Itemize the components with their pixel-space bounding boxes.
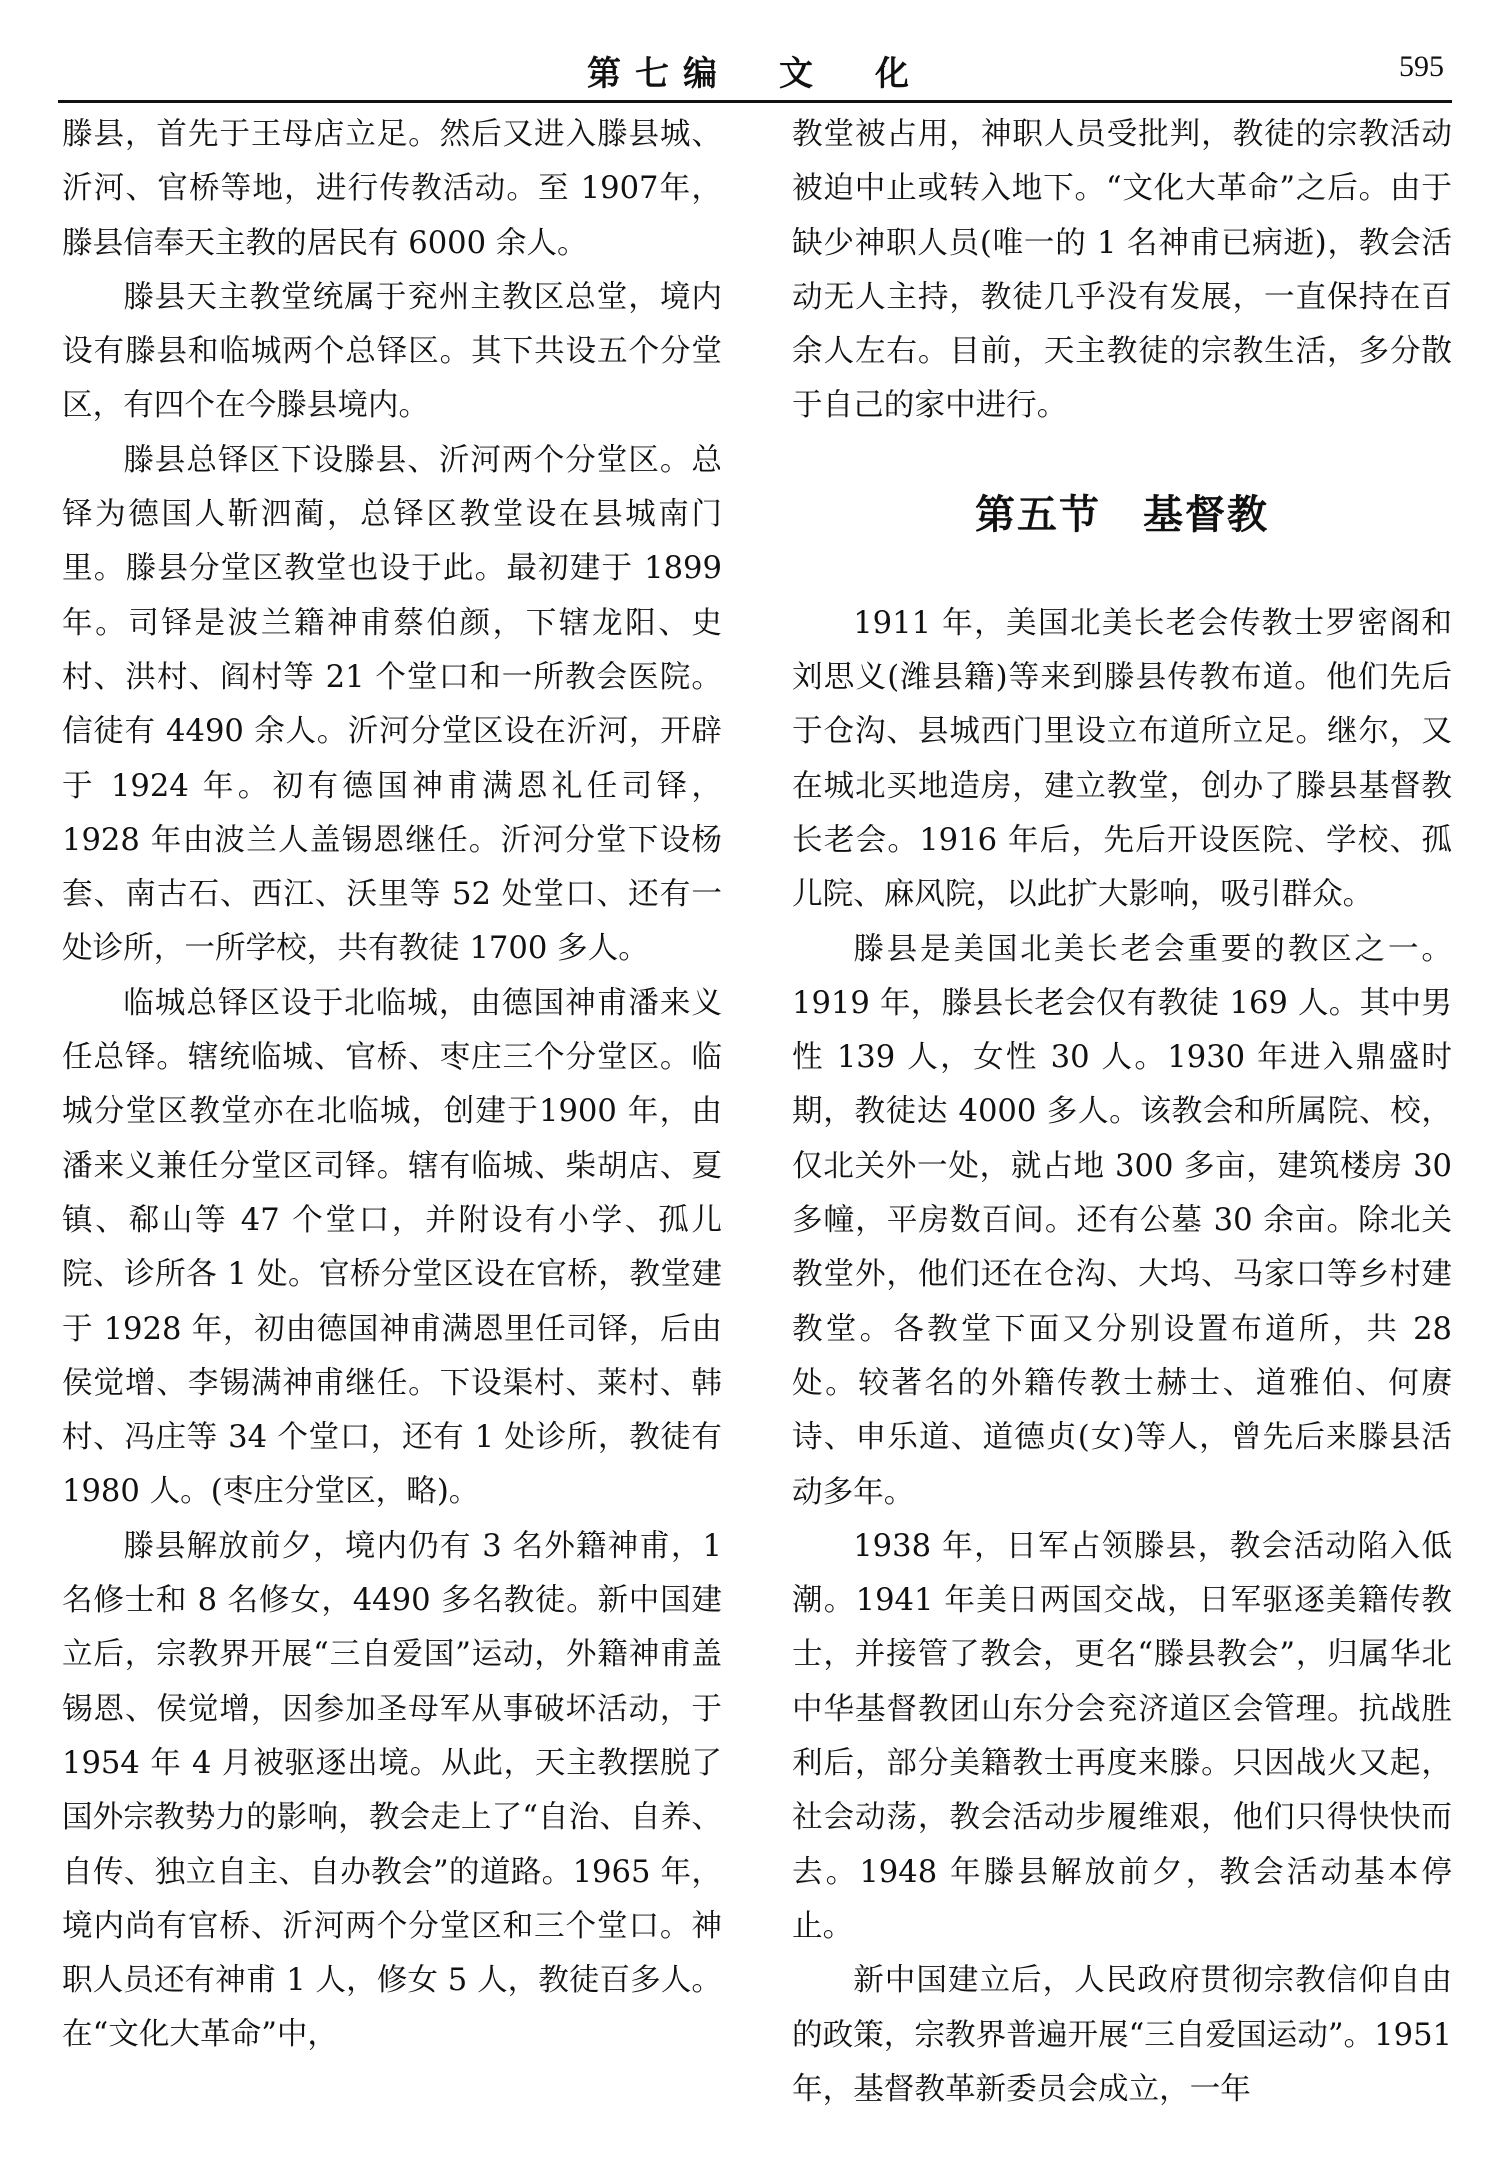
left-column <box>62 108 722 2063</box>
paragraph: 教堂被占用，神职人员受批判，教徒的宗教活动被迫中止或转入地下。“文化大革命”之后。由于缺少神职人员(唯一的 1 名神甫已病逝)，教会活动无人主持，教徒几乎没有发展，一直保持在百余人左右。目前，天主教徒的宗教生活，多分散于自己的家中进行。 <box>792 117 1452 424</box>
page-header <box>60 40 1450 98</box>
paragraph: 新中国建立后，人民政府贯彻宗教信仰自由的政策，宗教界普遍开展“三自爱国运动”。1951 年，基督教革新委员会成立，一年 <box>792 1963 1452 2107</box>
paragraph: 1938 年，日军占领滕县，教会活动陷入低潮。1941 年美日两国交战，日军驱逐美籍传教士，并接管了教会，更名“滕县教会”，归属华北中华基督教团山东分会兖济道区会管理。抗战胜利后，部分美籍教士再度来滕。只因战火又起，社会动荡，教会活动步履维艰，他们只得快快而去。1948 年滕县解放前夕，教会活动基本停止。 <box>792 1528 1452 1944</box>
section-heading: 第五节 基督教 <box>975 491 1269 538</box>
paragraph: 滕县是美国北美长老会重要的教区之一。1919 年，滕县长老会仅有教徒 169 人。其中男性 139 人，女性 30 人。1930 年进入鼎盛时期，教徒达 4000 多人。该教会和所属院、校，仅北关外一处，就占地 300 多亩，建筑楼房 30 多幢，平房数百间。还有公墓 30 余亩。除北关教堂外，他们还在仓沟、大坞、马家口等乡村建教堂。各教堂下面又分别设置布道所，共 28 处。较著名的外籍传教士赫士、道雅伯、何赓诗、申乐道、道德贞(女)等人，曾先后来滕县活动多年。 <box>792 931 1452 1510</box>
paragraph: 滕县天主教堂统属于兖州主教区总堂，境内设有滕县和临城两个总铎区。其下共设五个分堂区，有四个在今滕县境内。 <box>62 279 722 424</box>
paragraph: 滕县总铎区下设滕县、沂河两个分堂区。总铎为德国人靳泗蔺，总铎区教堂设在县城南门里。滕县分堂区教堂也设于此。最初建于 1899 年。司铎是波兰籍神甫蔡伯颜，下辖龙阳、史村、洪村、阎村等 21 个堂口和一所教会医院。信徒有 4490 余人。沂河分堂区设在沂河，开辟于 1924 年。初有德国神甫满恩礼任司铎，1928 年由波兰人盖锡恩继任。沂河分堂下设杨套、南古石、西江、沃里等 52 处堂口、还有一处诊所，一所学校，共有教徒 1700 多人。 <box>62 442 722 967</box>
right-column <box>792 108 1452 2117</box>
page-number: 595 <box>1399 50 1444 83</box>
paragraph: 滕县，首先于王母店立足。然后又进入滕县城、沂河、官桥等地，进行传教活动。至 1907年，滕县信奉天主教的居民有 6000 余人。 <box>62 117 722 261</box>
paragraph: 1911 年，美国北美长老会传教士罗密阁和刘思义(潍县籍)等来到滕县传教布道。他们先后于仓沟、县城西门里设立布道所立足。继尔，又在城北买地造房，建立教堂，创办了滕县基督教长老会。1916 年后，先后开设医院、学校、孤儿院、麻风院，以此扩大影响，吸引群众。 <box>792 605 1452 913</box>
paragraph: 滕县解放前夕，境内仍有 3 名外籍神甫，1 名修士和 8 名修女，4490 多名教徒。新中国建立后，宗教界开展“三自爱国”运动，外籍神甫盖锡恩、侯觉增，因参加圣母军从事破坏活动，于 1954 年 4 月被驱逐出境。从此，天主教摆脱了国外宗教势力的影响，教会走上了“自治、自养、自传、独立自主、自办教会”的道路。1965 年，境内尚有官桥、沂河两个分堂区和三个堂口。神职人员还有神甫 1 人，修女 5 人，教徒百多人。在“文化大革命”中， <box>62 1528 722 2053</box>
paragraph: 临城总铎区设于北临城，由德国神甫潘来义任总铎。辖统临城、官桥、枣庄三个分堂区。临城分堂区教堂亦在北临城，创建于1900 年，由潘来义兼任分堂区司铎。辖有临城、柴胡店、夏镇、郗山等 47 个堂口，并附设有小学、孤儿院、诊所各 1 处。官桥分堂区设在官桥，教堂建于 1928 年，初由德国神甫满恩里任司铎，后由侯觉增、李锡满神甫继任。下设渠村、莱村、韩村、冯庄等 34 个堂口，还有 1 处诊所，教徒有 1980 人。(枣庄分堂区，略)。 <box>62 985 722 1510</box>
header-rule <box>58 100 1452 103</box>
running-head-title: 第七编 文 化 <box>587 54 923 94</box>
